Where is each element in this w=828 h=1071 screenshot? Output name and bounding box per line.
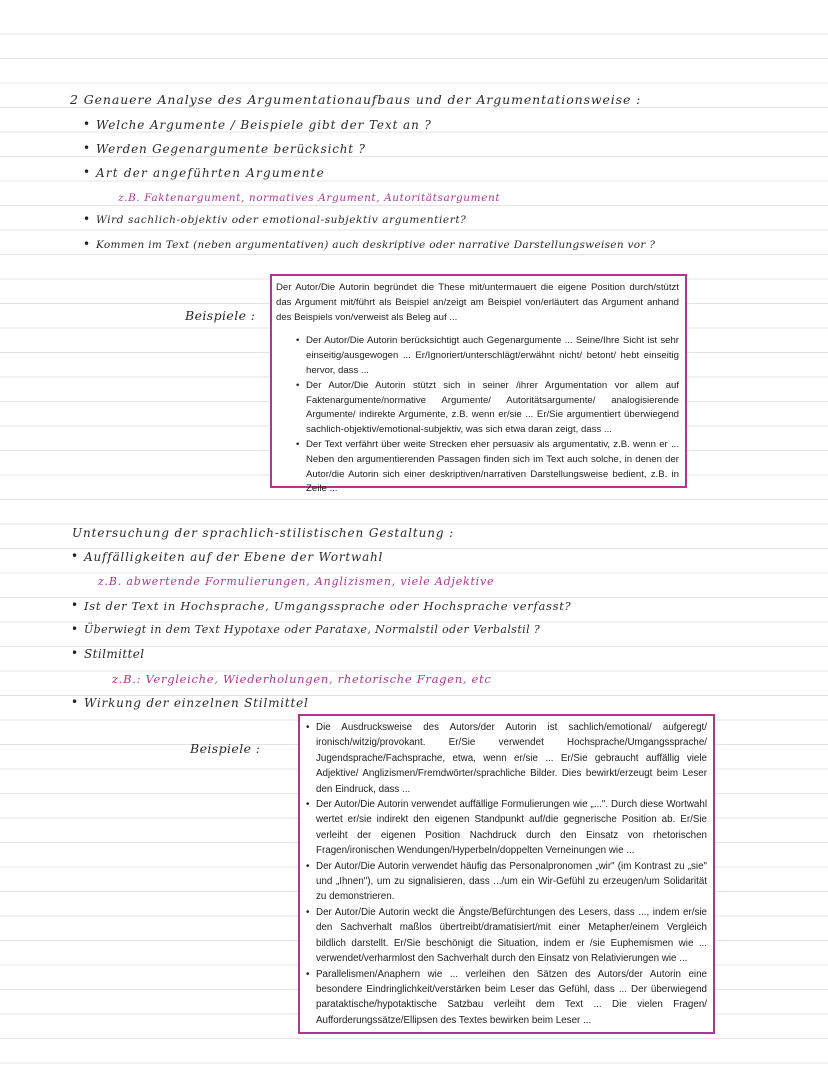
example-item: • Parallelismen/Anaphern wie ... verleihen den Sätzen des Autors/der Autorin eine besondere Eindringlichkeit/verstärken beim Leser das Gefühl, dass ... Der überwiegend parataktische/hypotaktische Satzbau verleiht dem Text ... Die vielen Fragen/ Aufforderungssätze/Ellipsen des Textes bewirken beim Leser ... bbox=[304, 967, 707, 1029]
note-line: Art der angeführten Argumente bbox=[96, 166, 325, 180]
example-item: • Der Autor/Die Autorin stützt sich in seiner /ihrer Argumentation vor allem auf Faktenargumente/normative Argumente/ Autoritätsargumente/ analogisierende Argumente/ indirekte Argumente, z.B. wenn er/sie ... Er/Sie argumentiert überwiegend sachlich-objektiv/emotional-subjektiv, was sich etwa daran zeigt, dass ... bbox=[294, 379, 679, 438]
example-item: • Der Autor/Die Autorin verwendet auffällige Formulierungen wie „...". Durch diese Wortwahl wertet er/sie indirekt den eigenen Standpunkt auf/die gegnerische Position ab. Er/Sie verleiht der eigenen Position Nachdruck durch den Einsatz von rhetorischen Fragen/ironischen Wendungen/Hyperbeln/doppelten Verneinungen wie ... bbox=[304, 797, 707, 859]
example-item: • Der Autor/Die Autorin weckt die Ängste/Befürchtungen des Lesers, dass ..., indem er/sie den Sachverhalt maßlos übertreibt/dramatisiert/mit einer Metapher/einem Vergleich bildlich darstellt. Er/Sie beschönigt die Situation, indem er /sie Euphemismen wie ... verwendet/verharmlost den Sachverhalt durch den Einsatz von Relativierungen wie ... bbox=[304, 905, 707, 967]
example-item: • Der Autor/Die Autorin verwendet häufig das Personalpronomen „wir" (im Kontrast zu „sie" und „Ihnen"), um zu signalisieren, dass .../um ein Wir-Gefühl zu erzeugen/um Solidarität zu demonstrieren. bbox=[304, 859, 707, 905]
example-item: • Der Autor/Die Autorin berücksichtigt auch Gegenargumente ... Seine/Ihre Sicht ist sehr einseitig/ausgewogen ... Er/Ignoriert/unterschlägt/erwähnt nicht/ betont/ hebt einseitig hervor, dass ... bbox=[294, 334, 679, 378]
example-list bbox=[304, 720, 707, 1028]
example-item: • Die Ausdrucksweise des Autors/der Autorin ist sachlich/emotional/ aufgeregt/ ironisch/witzig/provokant. Er/Sie verwendet Hochsprache/Umgangssprache/ Jugendsprache/Fachsprache, etwa, wenn er/sie ... Er/Sie gebraucht auffällig viele Adjektive/ Anglizismen/Fremdwörter/sprachliche Bilder. Dies bewirkt/erzeugt beim Leser den Eindruck, dass ... bbox=[304, 720, 707, 797]
beispiele-label: Beispiele : bbox=[185, 308, 256, 323]
note-line: Welche Argumente / Beispiele gibt der Text an ? bbox=[96, 118, 432, 132]
bullet-icon: • bbox=[71, 695, 79, 709]
example-list bbox=[276, 334, 679, 497]
bullet-icon: • bbox=[83, 237, 91, 251]
example-box-stilistik bbox=[298, 714, 715, 1034]
note-line: Stilmittel bbox=[84, 647, 145, 661]
note-line: Werden Gegenargumente berücksicht ? bbox=[96, 142, 366, 156]
section-heading-stilistik: Untersuchung der sprachlich-stilistischen Gestaltung : bbox=[72, 526, 455, 540]
example-line: z.B. abwertende Formulierungen, Anglizismen, viele Adjektive bbox=[98, 575, 495, 588]
note-line: Wird sachlich-objektiv oder emotional-subjektiv argumentiert? bbox=[96, 214, 467, 226]
example-line: z.B.: Vergleiche, Wiederholungen, rhetorische Fragen, etc bbox=[112, 672, 492, 686]
beispiele-label: Beispiele : bbox=[190, 741, 261, 756]
note-line: Kommen im Text (neben argumentativen) auch deskriptive oder narrative Darstellungsweisen vor ? bbox=[96, 239, 656, 251]
example-box-argumentation bbox=[270, 274, 687, 495]
section-heading-argumentation: 2 Genauere Analyse des Argumentationaufbaus und der Argumentationsweise : bbox=[70, 92, 642, 107]
bullet-icon: • bbox=[71, 549, 79, 563]
example-item: • Der Text verfährt über weite Strecken eher persuasiv als argumentativ, z.B. wenn er ... Neben den argumentierenden Passagen finden sich im Text auch solche, in denen der Autor/die Autorin sich einer deskriptiven/narrativen Darstellungsweise bedient, z.B. in Zeile ... bbox=[294, 438, 679, 497]
example-line: z.B. Faktenargument, normatives Argument, Autoritätsargument bbox=[118, 192, 501, 204]
bullet-icon: • bbox=[71, 622, 79, 636]
bullet-icon: • bbox=[71, 646, 79, 660]
bullet-icon: • bbox=[83, 141, 91, 155]
note-line: Wirkung der einzelnen Stilmittel bbox=[84, 696, 309, 710]
example-intro: Der Autor/Die Autorin begründet die These mit/untermauert die eigene Position durch/stützt das Argument mit/führt als Beispiel an/zeigt am Beispiel von/erläutert das Argument anhand des Beispiels von/verweist als Beleg auf ... bbox=[276, 282, 679, 323]
bullet-icon: • bbox=[71, 598, 79, 612]
note-line: Ist der Text in Hochsprache, Umgangssprache oder Hochsprache verfasst? bbox=[84, 599, 572, 613]
note-line: Auffälligkeiten auf der Ebene der Wortwahl bbox=[84, 550, 384, 564]
bullet-icon: • bbox=[83, 212, 91, 226]
note-line: Überwiegt in dem Text Hypotaxe oder Parataxe, Normalstil oder Verbalstil ? bbox=[84, 623, 541, 636]
bullet-icon: • bbox=[83, 165, 91, 179]
bullet-icon: • bbox=[83, 117, 91, 131]
